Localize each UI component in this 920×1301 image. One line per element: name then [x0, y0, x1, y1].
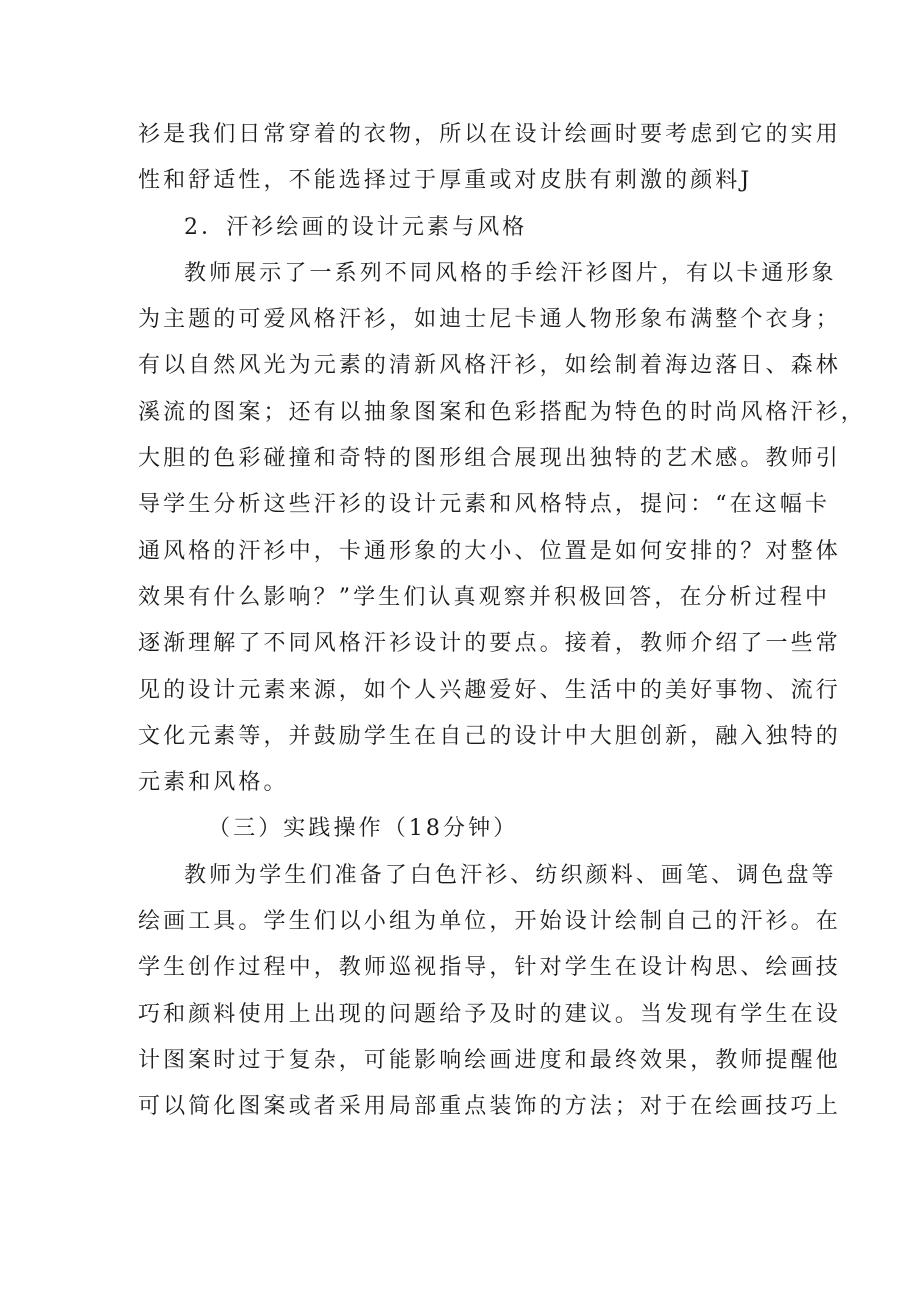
section-heading: （三）实践操作（18分钟） [208, 816, 519, 842]
text-line: 教师为学生们准备了白色汗衫、纺织颜料、画笔、调色盘等 [184, 862, 837, 888]
text-line: 溪流的图案；还有以抽象图案和色彩搭配为特色的时尚风格汗衫， [138, 399, 866, 425]
text-line: 教师展示了一系列不同风格的手绘汗衫图片，有以卡通形象 [184, 260, 837, 286]
text-line: 性和舒适性，不能选择过于厚重或对皮肤有刺激的颜料J [138, 168, 753, 194]
section-heading: 2．汗衫绘画的设计元素与风格 [184, 214, 528, 240]
text-line: 巧和颜料使用上出现的问题给予及时的建议。当发现有学生在设 [138, 1001, 841, 1027]
text-line: 学生创作过程中，教师巡视指导，针对学生在设计构思、绘画技 [138, 955, 841, 981]
text-line: 可以简化图案或者采用局部重点装饰的方法；对于在绘画技巧上 [138, 1094, 841, 1120]
text-line: 逐渐理解了不同风格汗衫设计的要点。接着，教师介绍了一些常 [138, 631, 841, 657]
text-line: 文化元素等，并鼓励学生在自己的设计中大胆创新，融入独特的 [138, 723, 841, 749]
text-line: 效果有什么影响？”学生们认真观察并积极回答，在分析过程中 [138, 584, 831, 610]
text-line: 计图案时过于复杂，可能影响绘画进度和最终效果，教师提醒他 [138, 1047, 841, 1073]
text-line: 为主题的可爱风格汗衫，如迪士尼卡通人物形象布满整个衣身； [138, 307, 841, 333]
text-line: 大胆的色彩碰撞和奇特的图形组合展现出独特的艺术感。教师引 [138, 446, 841, 472]
text-line: 导学生分析这些汗衫的设计元素和风格特点，提问：“在这幅卡 [138, 492, 831, 518]
text-line: 通风格的汗衫中，卡通形象的大小、位置是如何安排的？对整体 [138, 538, 841, 564]
text-line: 绘画工具。学生们以小组为单位，开始设计绘制自己的汗衫。在 [138, 909, 841, 935]
text-line: 有以自然风光为元素的清新风格汗衫，如绘制着海边落日、森林 [138, 353, 841, 379]
text-line: 元素和风格。 [138, 770, 289, 796]
text-line: 衫是我们日常穿着的衣物，所以在设计绘画时要考虑到它的实用 [138, 122, 841, 147]
text-line: 见的设计元素来源，如个人兴趣爱好、生活中的美好事物、流行 [138, 677, 841, 703]
document-body [138, 112, 866, 1131]
